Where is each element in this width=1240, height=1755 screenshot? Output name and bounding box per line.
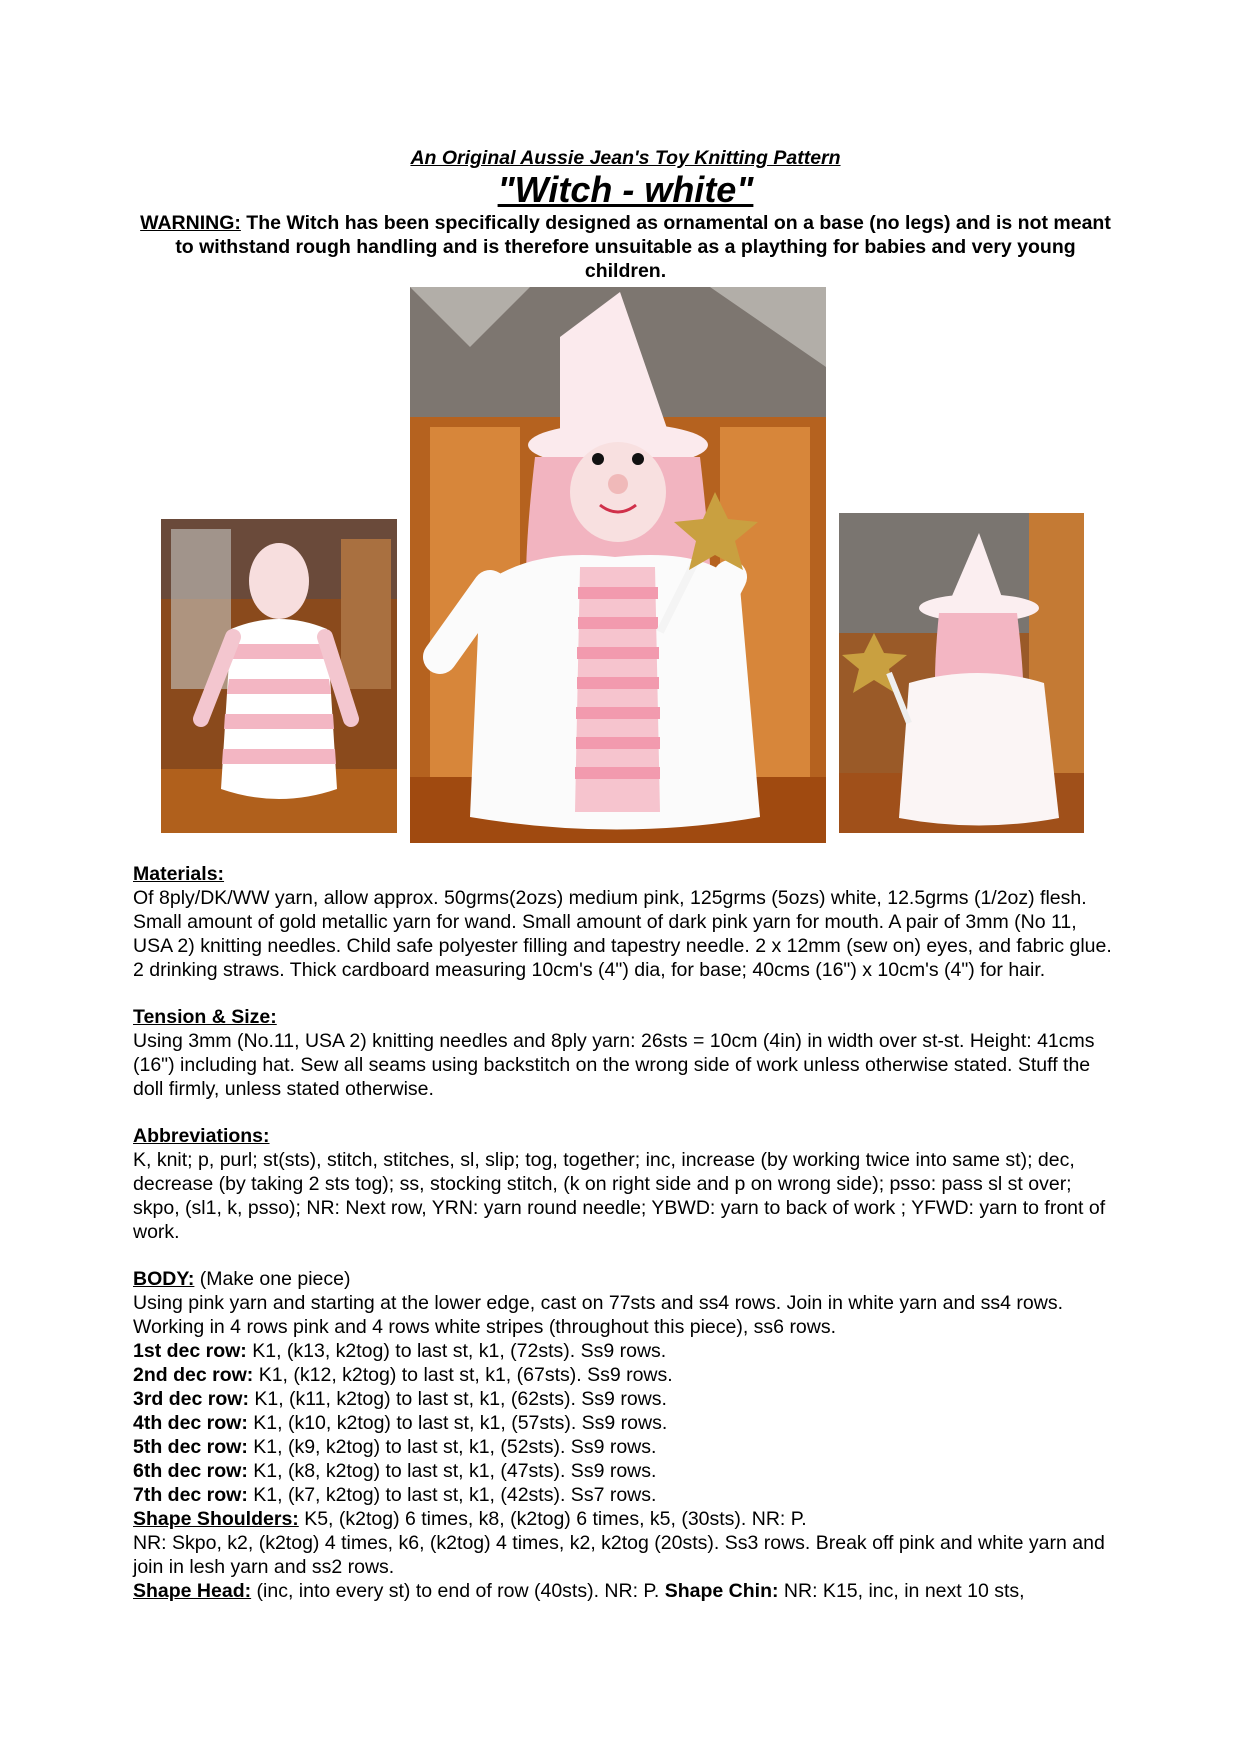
dec-row-label: 6th dec row: [133, 1460, 248, 1482]
shoulders-text: K5, (k2tog) 6 times, k8, (k2tog) 6 times, k5, (30sts). NR: P. [298, 1508, 807, 1530]
abbreviations-heading: Abbreviations: [133, 1125, 270, 1147]
tension-heading: Tension & Size: [133, 1006, 277, 1028]
body-heading-note: (Make one piece) [194, 1268, 351, 1290]
warning-label: WARNING: [140, 212, 241, 234]
dec-row-label: 5th dec row: [133, 1436, 248, 1458]
head-label: Shape Head: [133, 1580, 252, 1602]
shape-shoulders [133, 1507, 1118, 1531]
dec-row [133, 1339, 1118, 1363]
warning-text: The Witch has been specifically designed as ornamental on a base (no legs) and is not meant to withstand rough handling and is therefore unsuitable as a plaything for babies and very young children. [175, 212, 1111, 282]
dec-row-text: K1, (k9, k2tog) to last st, k1, (52sts). Ss9 rows. [247, 1436, 657, 1458]
dec-row [133, 1435, 1118, 1459]
tension-text: Using 3mm (No.11, USA 2) knitting needles and 8ply yarn: 26sts = 10cm (4in) in width over st-st. Height: 41cms (16") including hat. Sew all seams using backstitch on the wrong side of work unless otherwise stated. Stuff the doll firmly, unless stated otherwise. [133, 1030, 1095, 1100]
dec-row-label: 3rd dec row: [133, 1388, 249, 1410]
tension-section [133, 1005, 1118, 1101]
dec-row [133, 1363, 1118, 1387]
body-heading-line [133, 1267, 1118, 1291]
chin-label: Shape Chin: [664, 1580, 779, 1602]
dec-row [133, 1483, 1118, 1507]
dec-row-text: K1, (k12, k2tog) to last st, k1, (67sts). Ss9 rows. [253, 1364, 673, 1386]
abbreviations-section [133, 1124, 1118, 1244]
dec-row-label: 7th dec row: [133, 1484, 248, 1506]
shape-head [133, 1579, 1118, 1603]
dec-row [133, 1459, 1118, 1483]
body-photo [161, 519, 397, 833]
abbreviations-text: K, knit; p, purl; st(sts), stitch, stitches, sl, slip; tog, together; inc, increase (by working twice into same st); dec, decrease (by taking 2 sts tog); ss, stocking stitch, (k on right side and p on wrong side); psso: pass sl st over; skpo, (sl1, k, psso); NR: Next row, YRN: yarn round needle; YBWD: yarn to back of work ; YFWD: yarn to front of work. [133, 1149, 1106, 1243]
dec-row [133, 1411, 1118, 1435]
warning-paragraph [133, 211, 1118, 283]
dec-row [133, 1387, 1118, 1411]
shoulders-next-row: NR: Skpo, k2, (k2tog) 4 times, k6, (k2tog) 4 times, k2, k2tog (20sts). Ss3 rows. Break off pink and white yarn and join in lesh yarn and ss2 rows. [133, 1532, 1105, 1578]
dec-row-label: 1st dec row: [133, 1340, 247, 1362]
body-section [133, 1267, 1118, 1603]
pattern-subtitle: An Original Aussie Jean's Toy Knitting Pattern [410, 147, 841, 169]
body-intro: Using pink yarn and starting at the lower edge, cast on 77sts and ss4 rows. Join in white yarn and ss4 rows. Working in 4 rows pink and 4 rows white stripes (throughout this piece), ss6 rows. [133, 1292, 1063, 1338]
body-heading: BODY: [133, 1268, 195, 1290]
pattern-body [133, 862, 1118, 1603]
materials-text: Of 8ply/DK/WW yarn, allow approx. 50grms(2ozs) medium pink, 125grms (5ozs) white, 12.5grms (1/2oz) flesh. Small amount of gold metallic yarn for wand. Small amount of dark pink yarn for mouth. A pair of 3mm (No 11, USA 2) knitting needles. Child safe polyester filling and tapestry needle. 2 x 12mm (sew on) eyes, and fabric glue. 2 drinking straws. Thick cardboard measuring 10cm's (4") dia, for base; 40cms (16") x 10cm's (4") for hair. [133, 887, 1112, 981]
document-page [133, 146, 1118, 283]
chin-text: NR: K15, inc, in next 10 sts, [778, 1580, 1025, 1602]
front-photo [410, 287, 826, 843]
materials-heading: Materials: [133, 863, 225, 885]
dec-row-text: K1, (k11, k2tog) to last st, k1, (62sts). Ss9 rows. [248, 1388, 667, 1410]
dec-row-label: 2nd dec row: [133, 1364, 254, 1386]
photo-row [133, 287, 1118, 843]
dec-row-text: K1, (k7, k2tog) to last st, k1, (42sts). Ss7 rows. [247, 1484, 657, 1506]
dec-row-label: 4th dec row: [133, 1412, 248, 1434]
materials-section [133, 862, 1118, 982]
dec-row-text: K1, (k10, k2tog) to last st, k1, (57sts). Ss9 rows. [247, 1412, 668, 1434]
pattern-title: "Witch - white" [497, 169, 754, 210]
back-photo [839, 513, 1084, 833]
dec-row-text: K1, (k8, k2tog) to last st, k1, (47sts). Ss9 rows. [247, 1460, 657, 1482]
dec-row-text: K1, (k13, k2tog) to last st, k1, (72sts). Ss9 rows. [246, 1340, 667, 1362]
shoulders-label: Shape Shoulders: [133, 1508, 299, 1530]
head-text: (inc, into every st) to end of row (40sts). NR: P. [251, 1580, 665, 1602]
